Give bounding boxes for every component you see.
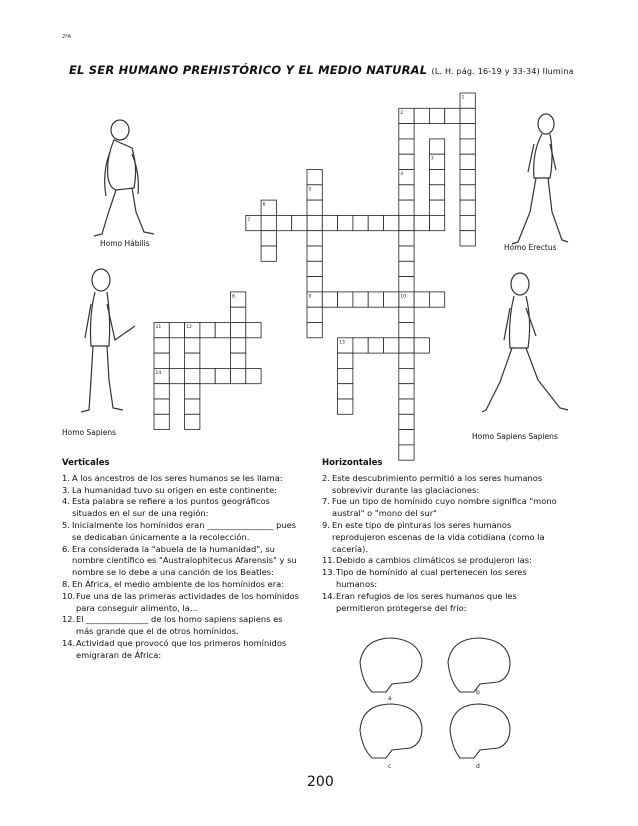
clue-text: Fue una de las primeras actividades de los homínidos para conseguir alimento, la…: [76, 590, 299, 613]
horizontales-clue: [322, 520, 557, 555]
crossword-cell[interactable]: [276, 215, 291, 230]
crossword-number: 4: [400, 172, 404, 177]
crossword-cell[interactable]: [261, 215, 276, 230]
crossword-cell[interactable]: [169, 368, 184, 383]
crossword-cell[interactable]: [338, 292, 353, 307]
verticales-clue: [62, 579, 302, 591]
crossword-cell[interactable]: [292, 215, 307, 230]
crossword-cell[interactable]: [429, 108, 444, 123]
crossword-cell[interactable]: [307, 215, 322, 230]
crossword-cell[interactable]: [460, 108, 475, 123]
homo-sapiens-sapiens-figure: [480, 270, 570, 420]
crossword-cell[interactable]: [414, 215, 429, 230]
crossword-cell[interactable]: [261, 246, 276, 261]
crossword-cell[interactable]: [368, 215, 383, 230]
crossword-cell[interactable]: [322, 215, 337, 230]
crossword-cell[interactable]: [353, 215, 368, 230]
crossword-cell[interactable]: [429, 215, 444, 230]
homo-erectus-figure: [510, 112, 570, 252]
crossword-cell[interactable]: [185, 399, 200, 414]
verticales-column: [62, 458, 302, 662]
crossword-number: 14: [155, 370, 162, 376]
horizontales-heading: Horizontales: [322, 458, 383, 468]
crossword-cell[interactable]: [460, 231, 475, 246]
horizontales-clue: [322, 567, 557, 591]
skulls-illustration: [352, 632, 522, 770]
crossword-cell[interactable]: [460, 200, 475, 215]
crossword-cell[interactable]: [414, 338, 429, 353]
crossword-cell[interactable]: [399, 353, 414, 368]
verticales-clue: [62, 520, 302, 544]
crossword-cell[interactable]: [307, 323, 322, 338]
clue-number: 9.: [322, 519, 330, 530]
label-homo-erectus: Homo Erectus: [504, 243, 557, 252]
crossword-cell[interactable]: [338, 399, 353, 414]
skull-label-c: c: [388, 763, 392, 770]
crossword-cell[interactable]: [399, 215, 414, 230]
horizontales-clue: [322, 555, 557, 567]
clue-text: Esta palabra se refiere a los puntos geográficos situados en el sur de una región:: [72, 496, 270, 519]
crossword-cell[interactable]: [399, 399, 414, 414]
crossword-cell[interactable]: [368, 338, 383, 353]
crossword-cell[interactable]: [368, 292, 383, 307]
verticales-clue: [62, 473, 302, 485]
crossword-cell[interactable]: [231, 307, 246, 322]
skull-label-a: a: [388, 695, 392, 702]
crossword-cell[interactable]: [338, 353, 353, 368]
skull-label-d: d: [476, 763, 480, 770]
crossword-cell[interactable]: [338, 368, 353, 383]
clue-number: 1.: [62, 472, 70, 483]
crossword-cell[interactable]: [231, 338, 246, 353]
crossword-cell[interactable]: [185, 384, 200, 399]
crossword-cell[interactable]: [154, 384, 169, 399]
crossword-cell[interactable]: [154, 414, 169, 429]
crossword-cell[interactable]: [246, 368, 261, 383]
homo-habilis-figure: [88, 118, 168, 238]
crossword-cell[interactable]: [338, 384, 353, 399]
crossword-cell[interactable]: [215, 323, 230, 338]
crossword-cell[interactable]: [307, 170, 322, 185]
crossword-cell[interactable]: [399, 307, 414, 322]
crossword-cell[interactable]: [399, 338, 414, 353]
title-reference: (L. H. pág. 16-19 y 33-34) Ilumina: [431, 67, 574, 76]
crossword-cell[interactable]: [429, 170, 444, 185]
crossword-cell[interactable]: [399, 185, 414, 200]
clue-text: A los ancestros de los seres humanos se les llama:: [72, 472, 283, 483]
crossword-number: 5: [308, 187, 312, 193]
clue-text: Debido a cambios climáticos se produjeron las:: [336, 555, 532, 566]
crossword-cell[interactable]: [399, 261, 414, 276]
crossword-cell[interactable]: [460, 139, 475, 154]
crossword-cell[interactable]: [154, 338, 169, 353]
clue-text: Fue un tipo de homínido cuyo nombre significa "mono austral" o "mono del sur": [332, 496, 557, 519]
crossword-cell[interactable]: [154, 353, 169, 368]
clue-text: La humanidad tuvo su origen en este continente:: [72, 484, 277, 495]
crossword-number: 10: [400, 294, 407, 300]
crossword-number: 8: [232, 294, 235, 300]
crossword-cell[interactable]: [445, 108, 460, 123]
page-number: 200: [307, 774, 334, 790]
skull-label-b: b: [476, 689, 480, 696]
crossword-cell[interactable]: [460, 170, 475, 185]
crossword-number: 11: [155, 325, 162, 330]
crossword-cell[interactable]: [231, 353, 246, 368]
crossword-cell[interactable]: [460, 215, 475, 230]
crossword-cell[interactable]: [338, 215, 353, 230]
clue-number: 11.: [322, 555, 336, 566]
verticales-clue: [62, 485, 302, 497]
clue-text: En África, el medio ambiente de los homínidos era:: [72, 578, 285, 589]
crossword-number: 13: [339, 340, 345, 346]
label-homo-habilis: Homo Hábilis: [100, 239, 150, 248]
crossword-cell[interactable]: [322, 292, 337, 307]
clue-number: 8.: [62, 578, 70, 589]
crossword-cell[interactable]: [399, 430, 414, 445]
verticales-clue: [62, 638, 302, 662]
crossword-cell[interactable]: [307, 231, 322, 246]
label-homo-sapiens: Homo Sapiens: [62, 428, 116, 437]
crossword-cell[interactable]: [185, 353, 200, 368]
horizontales-clue: [322, 473, 557, 497]
crossword-number: 7: [247, 217, 251, 223]
clue-number: 14.: [62, 637, 76, 648]
crossword-cell[interactable]: [384, 215, 399, 230]
crossword-cell[interactable]: [215, 368, 230, 383]
horizontales-column: [322, 458, 557, 614]
crossword-cell[interactable]: [399, 124, 414, 139]
crossword-cell[interactable]: [246, 323, 261, 338]
crossword-cell[interactable]: [399, 200, 414, 215]
clue-text: Actividad que provocó que los primeros homínidos emigraran de África:: [76, 637, 287, 660]
crossword-cell[interactable]: [399, 368, 414, 383]
crossword-number: 3: [430, 156, 434, 162]
crossword-cell[interactable]: [307, 200, 322, 215]
clue-number: 12.: [62, 614, 76, 625]
horizontales-clue: [322, 591, 557, 615]
crossword-cell[interactable]: [154, 399, 169, 414]
grade-label: 2ºA: [62, 34, 71, 40]
crossword-cell[interactable]: [353, 338, 368, 353]
crossword-cell[interactable]: [399, 154, 414, 169]
clue-number: 2.: [322, 472, 330, 483]
crossword-cell[interactable]: [429, 185, 444, 200]
clue-text: Eran refugios de los seres humanos que les permitieron protegerse del frío:: [336, 590, 517, 613]
crossword-cell[interactable]: [307, 246, 322, 261]
clue-number: 14.: [322, 590, 336, 601]
crossword-cell[interactable]: [200, 368, 215, 383]
crossword-number: 1: [461, 95, 465, 101]
crossword-cell[interactable]: [307, 261, 322, 276]
verticales-heading: Verticales: [62, 458, 110, 468]
crossword-cell[interactable]: [429, 139, 444, 154]
clue-number: 7.: [322, 496, 330, 507]
crossword-cell[interactable]: [384, 292, 399, 307]
crossword-cell[interactable]: [399, 323, 414, 338]
crossword-cell[interactable]: [399, 246, 414, 261]
title-text: EL SER HUMANO PREHISTÓRICO Y EL MEDIO NATURAL: [69, 63, 428, 77]
clue-number: 13.: [322, 567, 336, 578]
clue-number: 4.: [62, 496, 70, 507]
crossword-cell[interactable]: [460, 124, 475, 139]
label-homo-sapiens-sapiens: Homo Sapiens Sapiens: [472, 432, 558, 441]
crossword-cell[interactable]: [399, 277, 414, 292]
clue-text: Tipo de homínido al cual pertenecen los seres humanos:: [336, 567, 527, 589]
crossword-cell[interactable]: [185, 414, 200, 429]
verticales-clue: [62, 496, 302, 520]
clue-number: 10.: [62, 590, 76, 601]
crossword-cell[interactable]: [399, 139, 414, 154]
crossword-cell[interactable]: [261, 231, 276, 246]
crossword-cell[interactable]: [307, 277, 322, 292]
crossword-cell[interactable]: [460, 185, 475, 200]
crossword-cell[interactable]: [384, 338, 399, 353]
clue-text: Era considerada la "abuela de la humanidad", su nombre científico es "Australophitecus Afarensis" y su nombre se lo debe a una canción de los Beatles:: [72, 543, 297, 578]
crossword-cell[interactable]: [185, 368, 200, 383]
crossword-cell[interactable]: [231, 368, 246, 383]
crossword-cell[interactable]: [399, 384, 414, 399]
crossword-number: 2: [400, 110, 404, 116]
crossword-cell[interactable]: [414, 108, 429, 123]
crossword-cell[interactable]: [169, 323, 184, 338]
clue-number: 6.: [62, 543, 70, 554]
crossword-cell[interactable]: [429, 200, 444, 215]
crossword-cell[interactable]: [231, 323, 246, 338]
crossword-cell[interactable]: [307, 307, 322, 322]
crossword-cell[interactable]: [399, 231, 414, 246]
clue-number: 3.: [62, 484, 70, 495]
crossword-cell[interactable]: [414, 292, 429, 307]
clue-text: Este descubrimiento permitió a los seres humanos sobrevivir durante las glaciaciones:: [332, 472, 543, 495]
verticales-clue: [62, 544, 302, 579]
clue-text: Inicialmente los homínidos eran ________________ pues se dedicaban únicamente a la recolección.: [72, 519, 297, 542]
crossword-cell[interactable]: [399, 414, 414, 429]
crossword-number: 6: [262, 202, 266, 208]
crossword-cell[interactable]: [185, 338, 200, 353]
homo-sapiens-figure: [75, 268, 145, 418]
crossword-cell[interactable]: [460, 154, 475, 169]
verticales-clue: [62, 614, 302, 638]
clue-text: En este tipo de pinturas los seres humanos reprodujeron escenas de la vida cotidiana (como la cacería).: [332, 519, 545, 554]
verticales-clue: [62, 591, 302, 615]
crossword-number: 9: [308, 294, 312, 300]
horizontales-clue: [322, 496, 557, 520]
crossword-number: 12: [186, 325, 192, 330]
crossword-cell[interactable]: [429, 292, 444, 307]
crossword-cell[interactable]: [200, 323, 215, 338]
clue-text: El _______________ de los homo sapiens sapiens es más grande que el de otros homínidos.: [76, 614, 283, 637]
clue-number: 5.: [62, 519, 70, 530]
crossword-cell[interactable]: [353, 292, 368, 307]
